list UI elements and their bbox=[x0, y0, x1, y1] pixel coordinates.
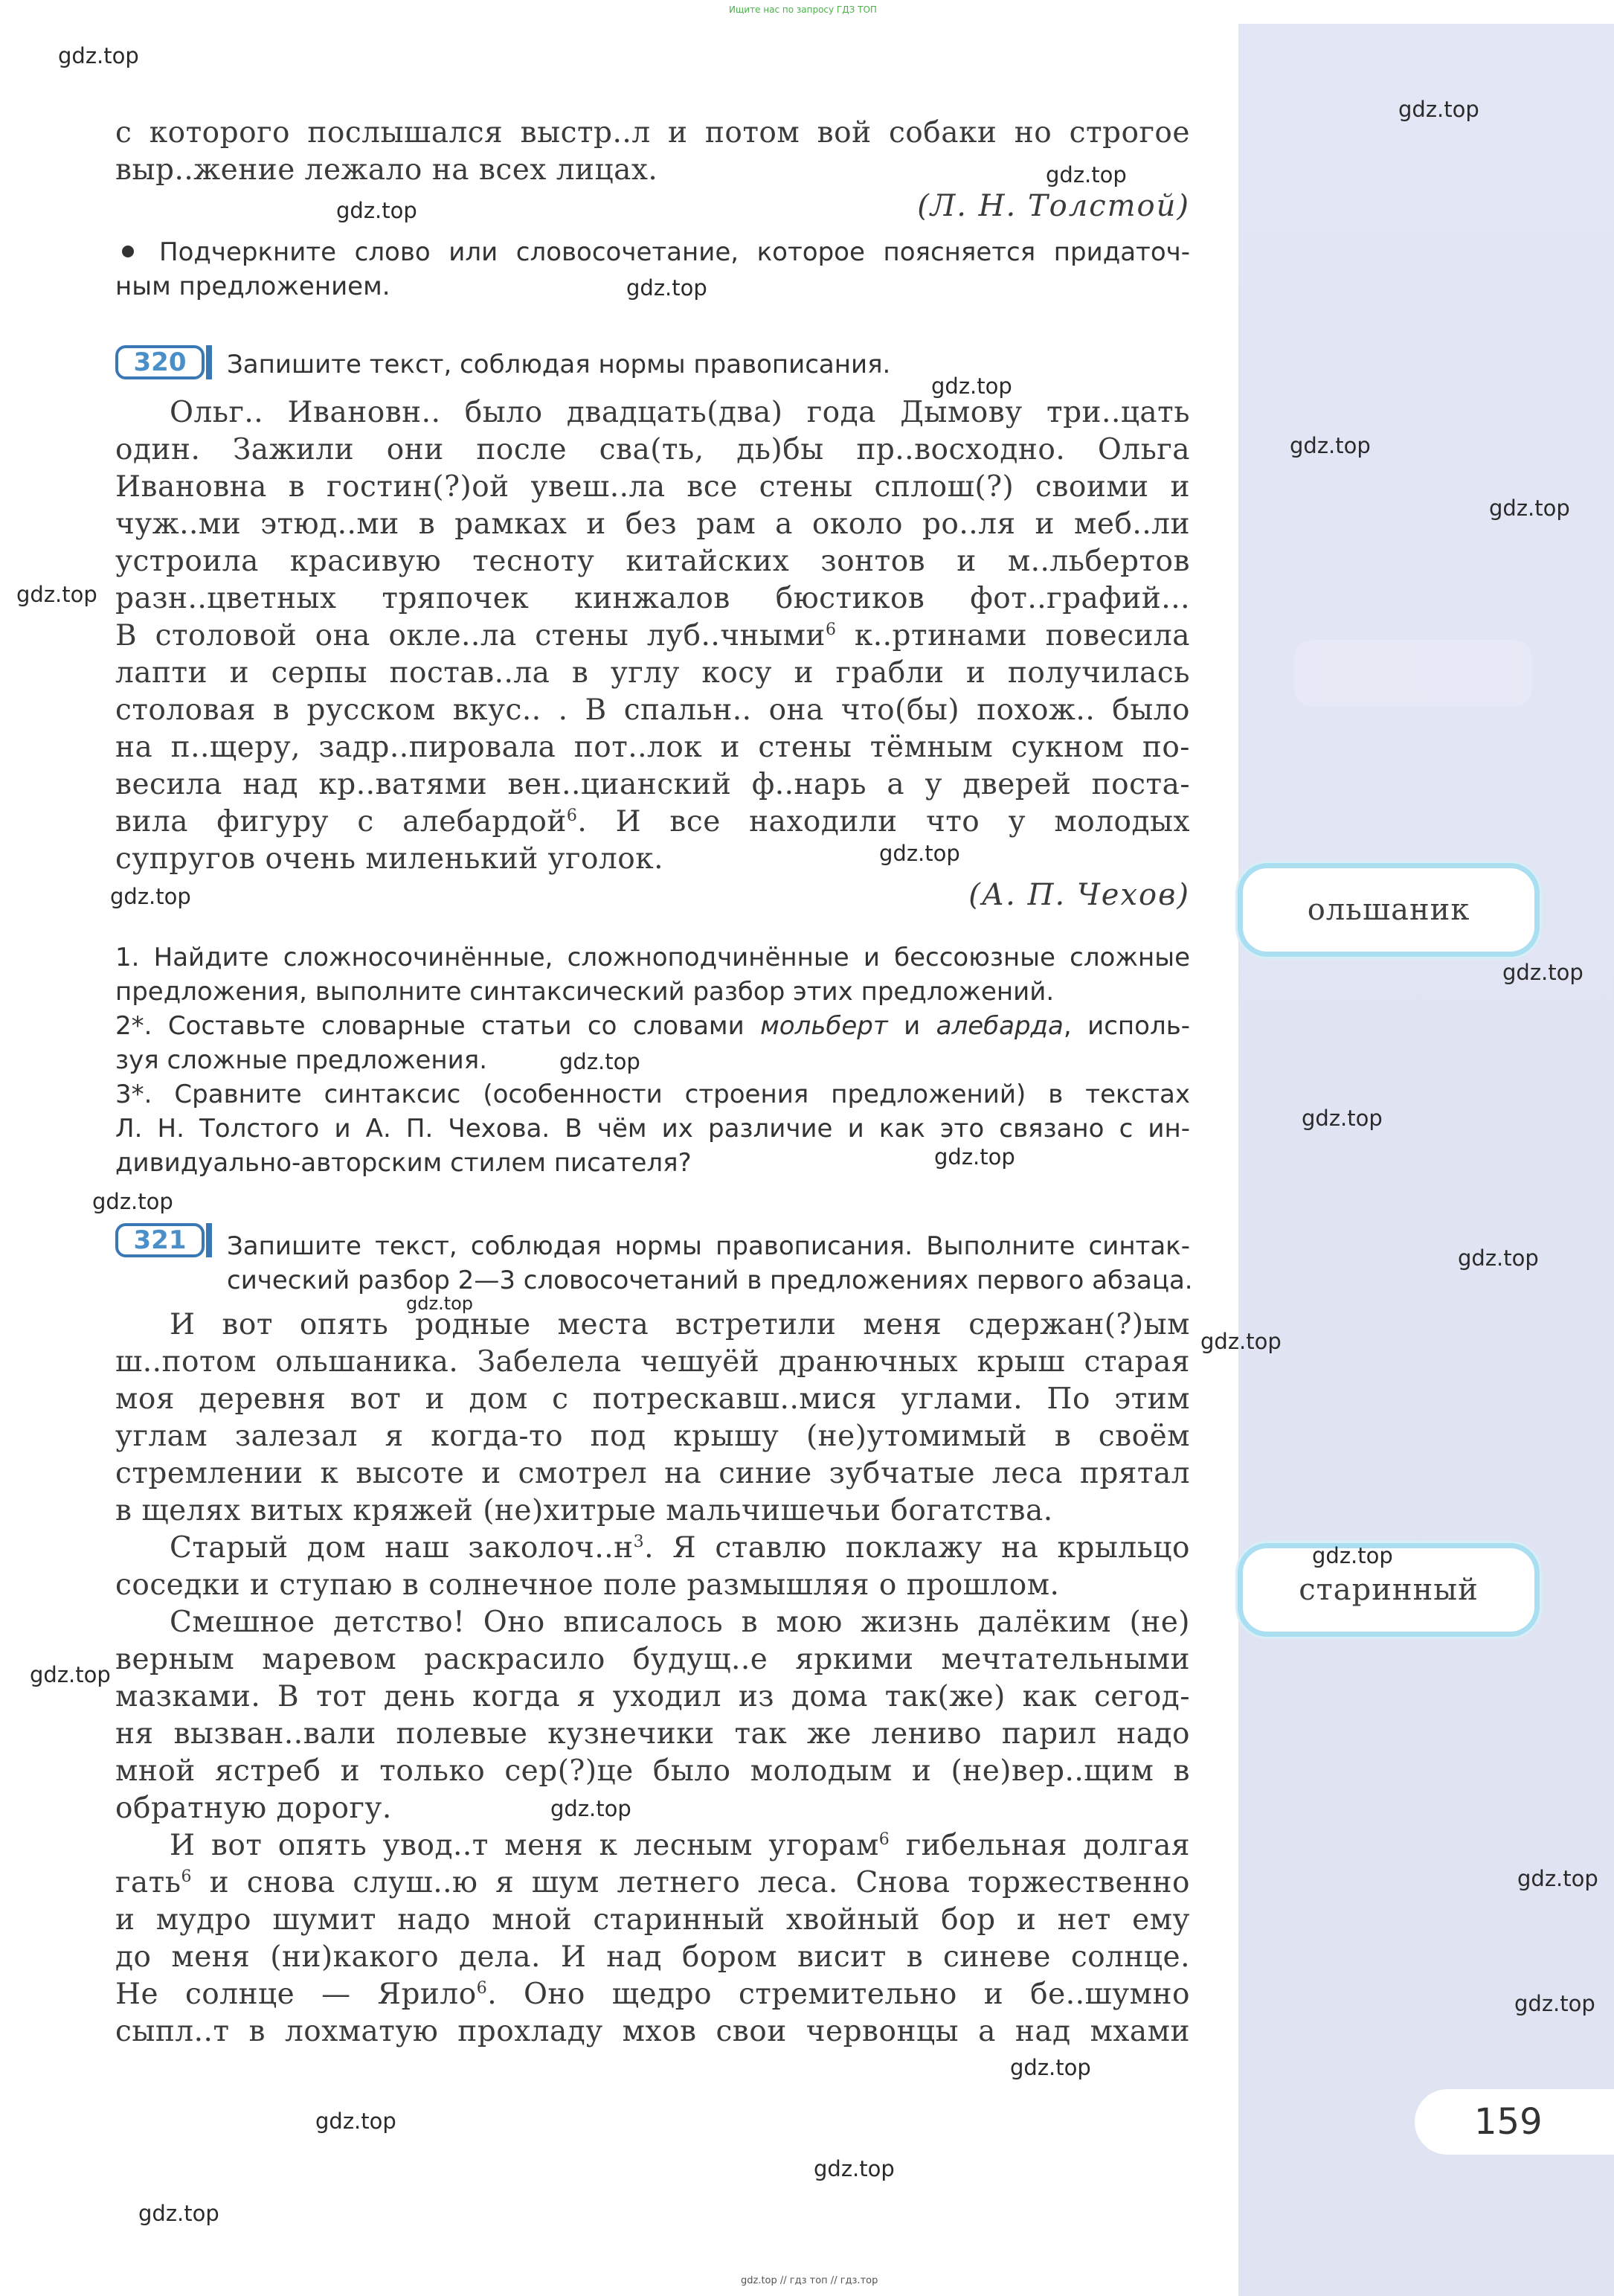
text-line: сыпл..т в лохматую прохладу мхов свои червонцы а над мхами bbox=[115, 2015, 1190, 2048]
vocab-word: старинный bbox=[1299, 1573, 1479, 1607]
text-line: Смешное детство! Оно вписалось в мою жизнь далёким (не) bbox=[170, 1606, 1190, 1639]
watermark: gdz.top bbox=[1398, 97, 1479, 122]
bullet-icon bbox=[122, 246, 134, 257]
margin-sidebar bbox=[1238, 24, 1614, 2296]
watermark: gdz.top bbox=[138, 2201, 219, 2226]
text-line: в щелях витых кряжей (не)хитрые мальчишечьи богатства. bbox=[115, 1494, 1053, 1527]
watermark: gdz.top bbox=[1200, 1329, 1282, 1354]
text-line: моя деревня вот и дом с потрескавш..мися углами. По этим bbox=[115, 1382, 1190, 1416]
watermark: gdz.top bbox=[879, 841, 960, 866]
author-attribution: (А. П. Чехов) bbox=[968, 878, 1190, 912]
question-line: Л. Н. Толстого и А. П. Чехова. В чём их различие и как это связано с ин- bbox=[115, 1114, 1190, 1144]
task-line: Подчеркните слово или словосочетание, которое поясняется придаточ- bbox=[159, 237, 1190, 267]
text-line: разн..цветных тряпочек кинжалов бюстиков фот..графий... bbox=[115, 582, 1190, 615]
watermark: gdz.top bbox=[1302, 1106, 1383, 1131]
text-line: В столовой она окле..ла стены луб..чными$^6$ к..ртинами повесила bbox=[115, 619, 1190, 652]
watermark: gdz.top bbox=[550, 1796, 631, 1821]
text-line: супругов очень миленький уголок. bbox=[115, 842, 663, 876]
question-line: предложения, выполните синтаксический разбор этих предложений. bbox=[115, 977, 1055, 1007]
text-line: весила над кр..ватями вен..цианский ф..нарь а у дверей поста- bbox=[115, 768, 1190, 801]
question-line: 3*. Сравните синтаксис (особенности строения предложений) в текстах bbox=[115, 1080, 1190, 1109]
text-line: обратную дорогу. bbox=[115, 1792, 392, 1825]
watermark: gdz.top bbox=[16, 582, 97, 607]
watermark: gdz.top bbox=[1010, 2055, 1091, 2080]
watermark: gdz.top bbox=[315, 2109, 396, 2134]
text-line: столовая в русском вкус.. . В спальн.. она что(бы) похож.. было bbox=[115, 693, 1190, 727]
faded-sidebar-box bbox=[1294, 640, 1532, 707]
text-line: стремлении к высоте и смотрел на синие зубчатые леса прятал bbox=[115, 1457, 1190, 1490]
exercise-task: Запишите текст, соблюдая нормы правописания. Выполните синтак- bbox=[227, 1231, 1190, 1261]
watermark: gdz.top bbox=[1517, 1866, 1598, 1891]
text-line: углам залезал я когда-то под крышу (не)утомимый в своём bbox=[115, 1420, 1190, 1453]
text-line: Ольг.. Ивановн.. было двадцать(два) года Дымову три..цать bbox=[170, 396, 1190, 429]
watermark: gdz.top bbox=[1489, 496, 1570, 521]
text-line: чуж..ми этюд..ми в рамках и без рам а около ро..ля и меб..ли bbox=[115, 507, 1190, 541]
watermark: gdz.top bbox=[406, 1293, 474, 1314]
watermark: gdz.top bbox=[1046, 162, 1127, 187]
watermark: gdz.top bbox=[559, 1049, 640, 1074]
author-attribution: (Л. Н. Толстой) bbox=[917, 189, 1190, 223]
watermark: gdz.top bbox=[934, 1144, 1015, 1170]
text-line: И вот опять увод..т меня к лесным угорам$^6$ гибельная долгая bbox=[170, 1829, 1190, 1862]
watermark: gdz.top bbox=[1312, 1543, 1393, 1568]
watermark: gdz.top bbox=[1458, 1245, 1539, 1271]
watermark: gdz.top bbox=[30, 1662, 111, 1687]
text-line: ш..потом ольшаника. Забелела чешуёй дранючных крыш старая bbox=[115, 1345, 1190, 1379]
text-line: выр..жение лежало на всех лицах. bbox=[115, 153, 658, 187]
text-line: И вот опять родные места встретили меня сдержан(?)ым bbox=[170, 1308, 1190, 1341]
text-line: лапти и серпы постав..ла в углу косу и грабли и получилась bbox=[115, 656, 1190, 690]
text-line: Ивановна в гостин(?)ой увеш..ла все стены сплош(?) своими и bbox=[115, 470, 1190, 504]
question-line: 2*. Составьте словарные статьи со словами мольберт и алебарда, исполь- bbox=[115, 1011, 1190, 1041]
vocab-box-olshanik bbox=[1238, 863, 1540, 957]
watermark: gdz.top bbox=[58, 43, 139, 68]
watermark: gdz.top bbox=[1514, 1991, 1595, 2016]
text-line: верным маревом раскрасило будущ..е яркими мечтательными bbox=[115, 1643, 1190, 1676]
watermark: gdz.top bbox=[110, 884, 191, 909]
watermark: gdz.top bbox=[931, 373, 1012, 399]
text-line: до меня (ни)какого дела. И над бором висит в синеве солнце. bbox=[115, 1940, 1190, 1974]
text-line: на п..щеру, задр..пировала пот..лок и стены тёмным сукном по- bbox=[115, 731, 1190, 764]
text-line: и мудро шумит надо мной старинный хвойный бор и нет ему bbox=[115, 1903, 1190, 1937]
text-line: мной ястреб и только сер(?)це было молодым и (не)вер..щим в bbox=[115, 1754, 1190, 1788]
text-line: Старый дом наш $заколоч..н^3$. Я ставлю поклажу на крыльцо bbox=[170, 1531, 1190, 1565]
text-line: один. Зажили они после сва(ть, дь)бы пр..восходно. Ольга bbox=[115, 433, 1190, 466]
text-line: устроила красивую тесноту китайских зонтов и м..льбертов bbox=[115, 545, 1190, 578]
text-line: мазками. В тот день когда я уходил из дома так(же) как сегод- bbox=[115, 1680, 1190, 1713]
watermark: gdz.top bbox=[814, 2156, 895, 2181]
page-number: 159 bbox=[1415, 2089, 1614, 2155]
question-line: 1. Найдите сложносочинённые, сложноподчинённые и бессоюзные сложные bbox=[115, 943, 1190, 972]
watermark: gdz.top bbox=[626, 275, 707, 301]
text-line: Не солнце — Ярило$^6$. Оно щедро стремительно и бе..шумно bbox=[115, 1978, 1190, 2011]
question-line: дивидуально-авторским стилем писателя? bbox=[115, 1148, 692, 1178]
text-line: с которого послышался выстр..л и потом вой собаки но строгое bbox=[115, 116, 1190, 150]
text-line: соседки и ступаю в солнечное поле размышляя о прошлом. bbox=[115, 1568, 1060, 1602]
header-note: Ищите нас по запросу ГДЗ ТОП bbox=[729, 4, 877, 15]
text-line: ня вызван..вали полевые кузнечики так же лениво парил надо bbox=[115, 1717, 1190, 1751]
text-line: гать$^6$ и снова слуш..ю я шум летнего леса. Снова торжественно bbox=[115, 1866, 1190, 1899]
vocab-word: ольшаник bbox=[1307, 893, 1470, 927]
exercise-number-badge: 320 bbox=[115, 345, 205, 379]
footer-note: gdz.top // гдз топ // гдз.тор bbox=[741, 2275, 878, 2286]
task-line: ным предложением. bbox=[115, 272, 390, 301]
exercise-number-badge: 321 bbox=[115, 1223, 205, 1257]
exercise-task: Запишите текст, соблюдая нормы правописания. bbox=[227, 350, 891, 379]
watermark: gdz.top bbox=[336, 198, 417, 223]
watermark: gdz.top bbox=[1502, 960, 1584, 985]
watermark: gdz.top bbox=[92, 1189, 173, 1214]
question-line: зуя сложные предложения. bbox=[115, 1045, 488, 1075]
exercise-task: сический разбор 2—3 словосочетаний в предложениях первого абзаца. bbox=[227, 1266, 1193, 1295]
watermark: gdz.top bbox=[1290, 433, 1371, 458]
text-line: вила фигуру с алебардой$^6$. И все находили что у молодых bbox=[115, 805, 1190, 838]
